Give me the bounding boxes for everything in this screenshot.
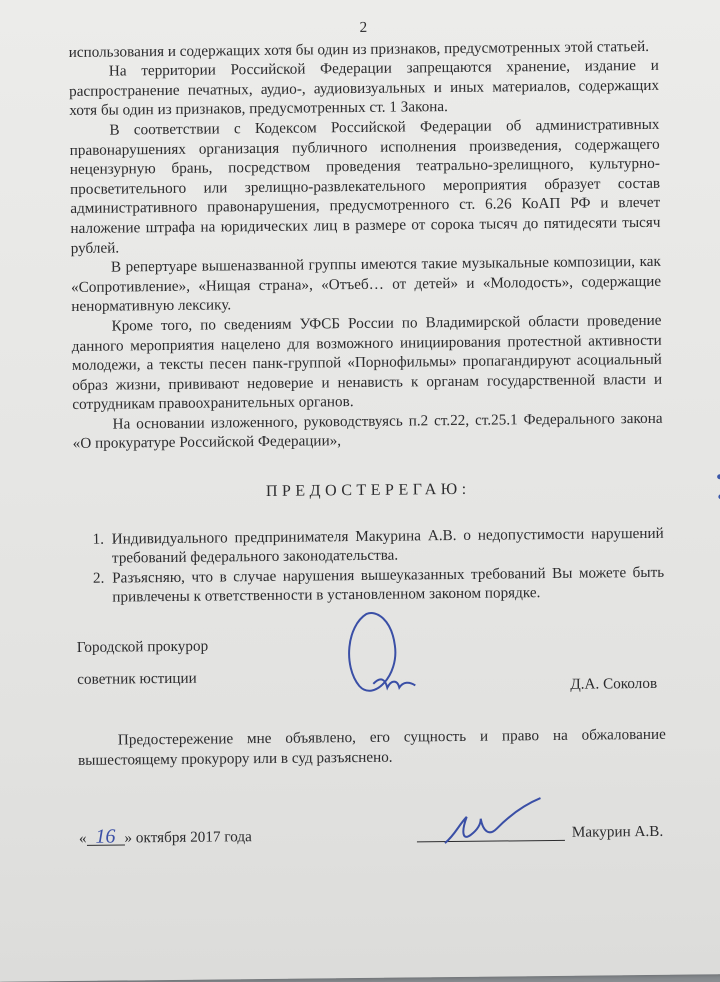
paragraph-fsb: Кроме того, по сведениям УФСБ России по Владимирской области проведение данного мероприятия нацелено для возможного инициирования протестной активности молодежи, а тексты песен панк-группой «Порнофильмы» пропагандируют асоциальный образ жизни, прививают недоверие и ненависть к органам государственной власти и сотрудникам правоохранительных органов. [71,311,663,414]
paragraph-koap: В соответствии с Кодексом Российской Федерации об административных правонарушениях организация публичного исполнения произведения, содержащего нецензурную брань, посредством проведения театрально-зрелищного, культурно-просветительного или зрелищно-развлекательного мероприятия образует состав административного правонарушения, предусмотренного ст. 6.26 КоАП РФ и влечет наложение штрафа на юридических лиц в размере от сорока тысяч до пятидесяти тысяч рублей. [69,115,661,257]
page-number: 2 [359,18,368,36]
warning-heading: ПРЕДОСТЕРЕГАЮ: [265,480,471,501]
recipient-signature [436,794,547,855]
date-open-quote: « [78,829,87,847]
recipient-name: Макурин А.В. [571,822,664,841]
date-close-quote: » [124,829,133,847]
date-day: 16 [86,828,124,845]
paragraph-repertoire: В репертуаре вышеназванной группы имеются такие музыкальные композиции, как «Сопротивление», «Нищая страна», «Отъеб… от детей» и «Молодость», содержащие ненормативную лексику. [71,252,662,316]
signatory-title-line1: Городской прокурор [76,637,209,656]
paragraph-continuation: использования и содержащих хотя бы один из признаков, предусмотренных этой статьей. [68,37,650,61]
document-body [68,15,664,608]
signatory-title-line2: советник юстиции [77,669,197,688]
list-item: 1. Индивидуального предпринимателя Макурина А.В. о недопустимости нарушений требований федерального законодательства. [108,523,664,568]
warning-list [74,523,665,608]
signatory-name: Д.А. Соколов [570,674,658,693]
date-line [79,827,252,848]
date-rest: октября 2017 года [135,828,252,847]
paragraph-basis: На основании изложенного, руководствуясь п.2 ст.22, ст.25.1 Федерального закона «О прокуратуре Российской Федерации», [72,409,663,453]
prosecutor-signature [336,605,457,706]
acknowledgement-text: Предостережение мне объявлено, его сущность и право на обжалование вышестоящему прокурору или в суд разъяснено. [77,725,666,769]
paragraph-prohibition: На территории Российской Федерации запрещаются хранение, издание и распространение печатных, аудио-, аудиовизуальных и иных материалов, содержащих хотя бы один из признаков, предусмотренных ст. 1 Закона. [68,57,660,120]
list-item: 2. Разъясняю, что в случае нарушения вышеуказанных требований Вы можете быть привлечены к ответственности в установленном законом порядке. [108,563,664,608]
